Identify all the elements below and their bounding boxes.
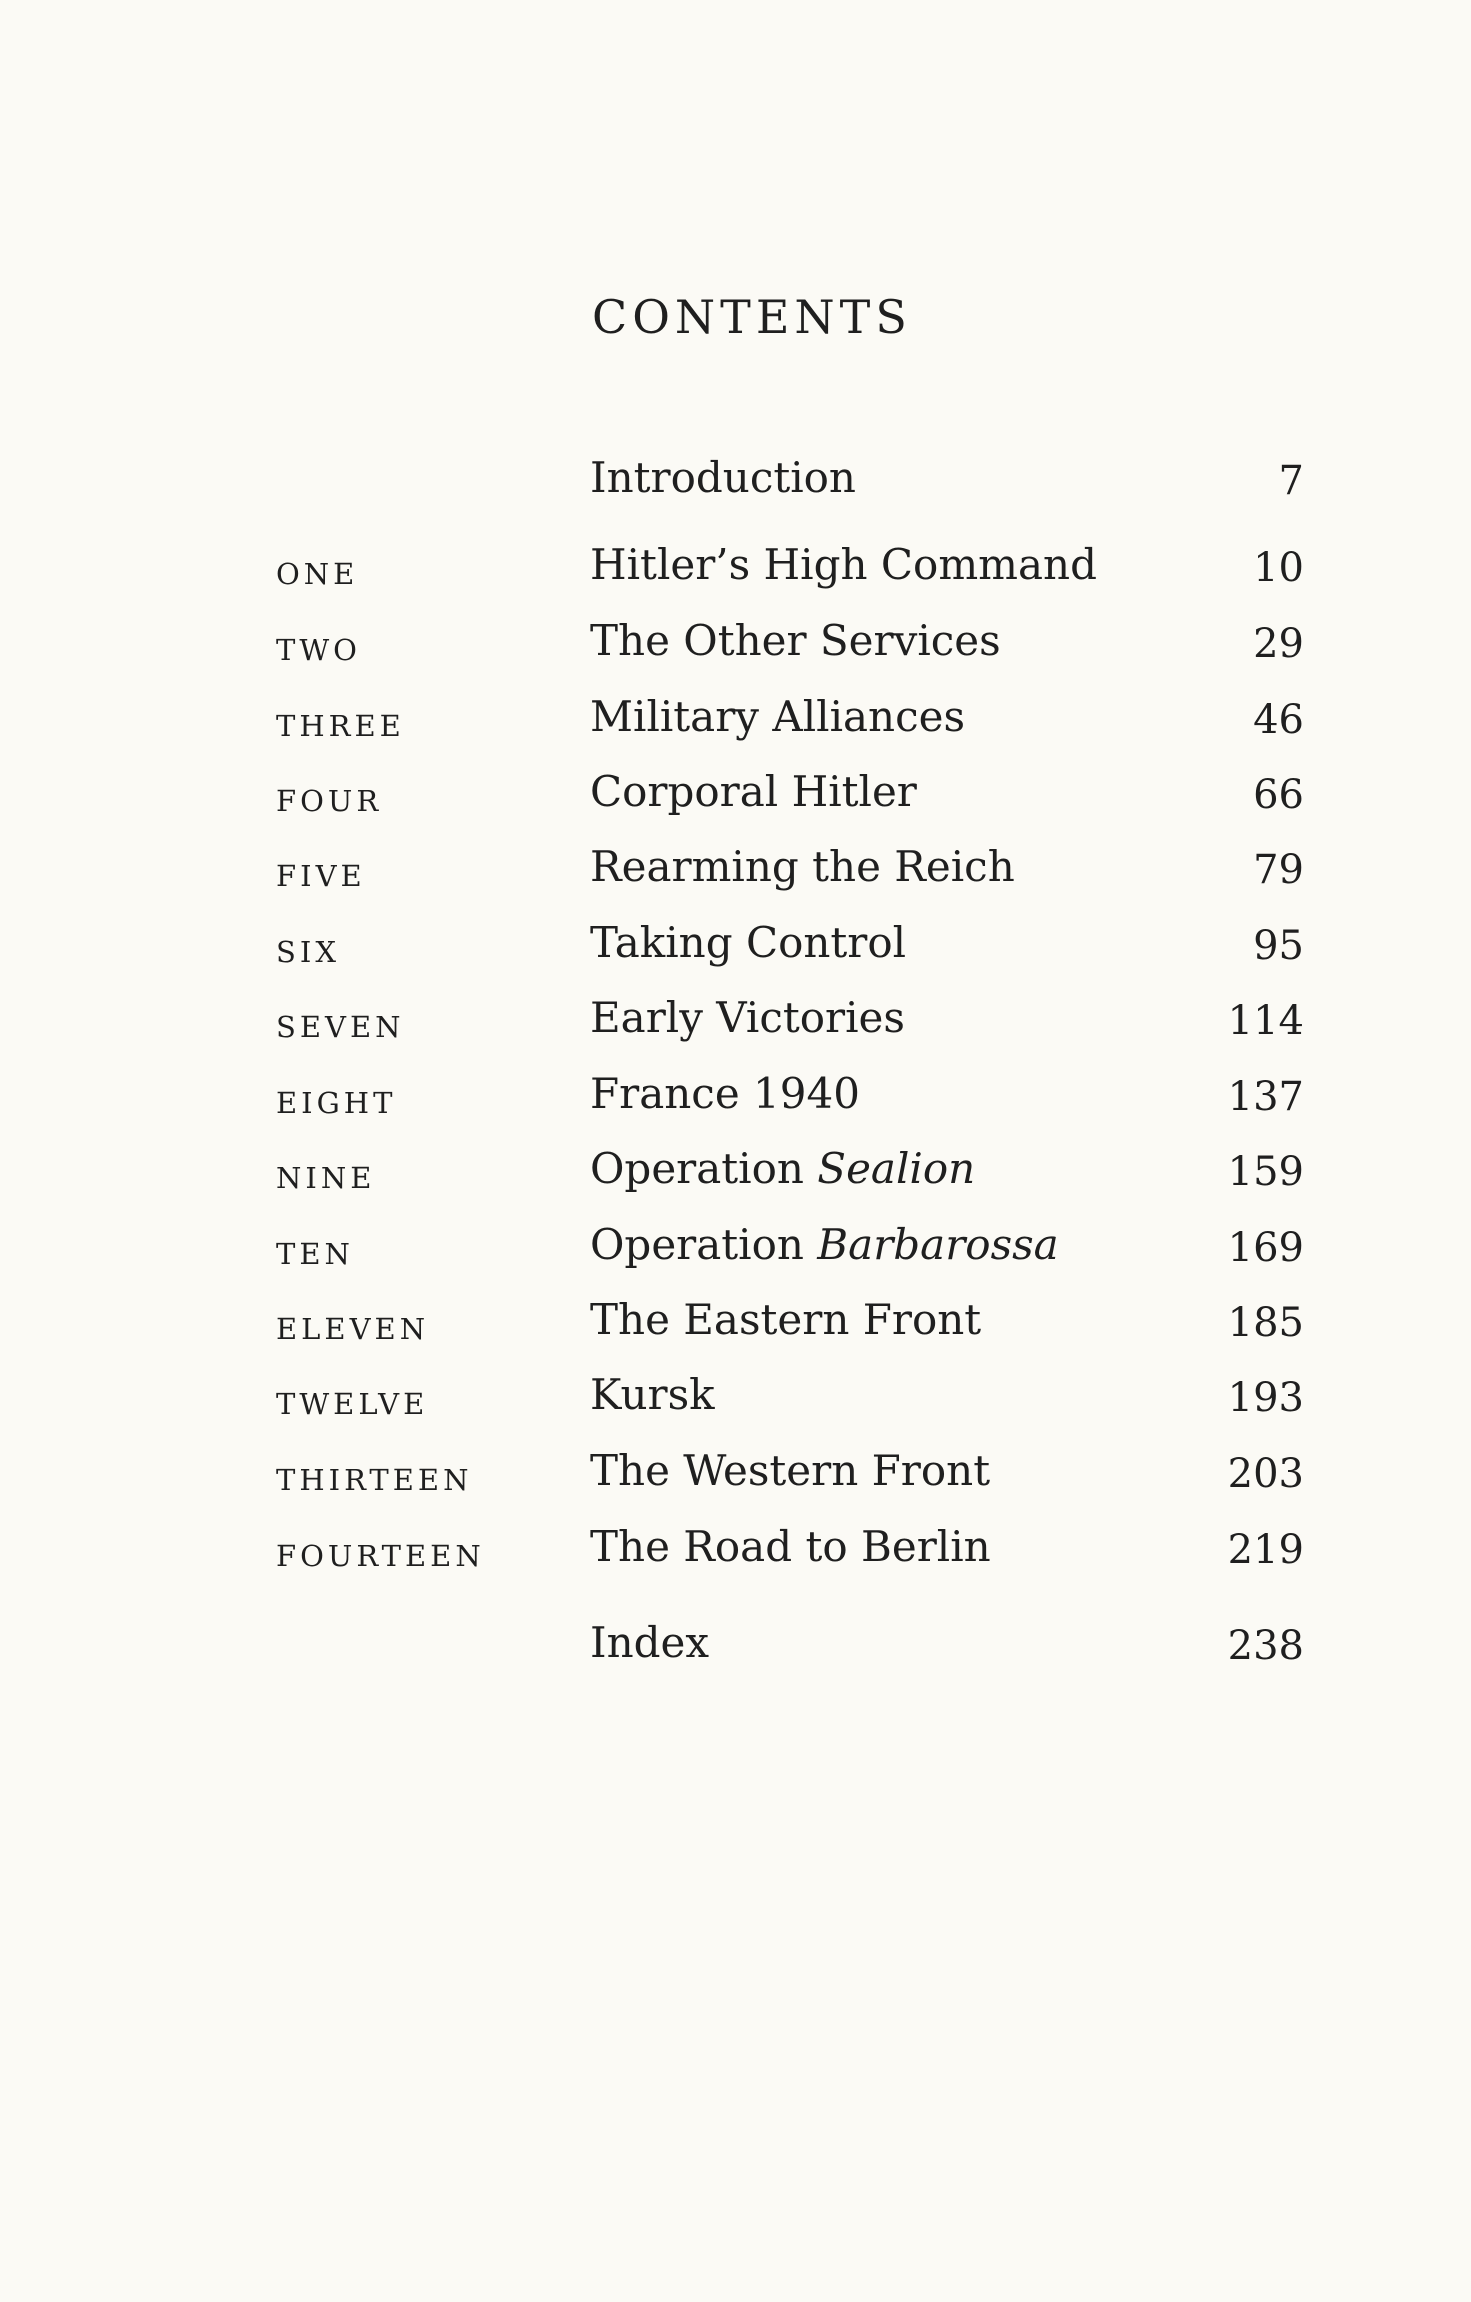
page-number: 185	[1227, 1300, 1304, 1346]
toc-entry	[0, 1069, 1471, 1133]
chapter-title: Index	[590, 1618, 710, 1667]
toc-entry	[0, 993, 1471, 1057]
toc-entry	[0, 692, 1471, 756]
page-number: 219	[1227, 1527, 1304, 1573]
toc-entry	[0, 1220, 1471, 1284]
page-number: 193	[1227, 1375, 1304, 1421]
toc-entry	[0, 1370, 1471, 1434]
chapter-number: EIGHT	[276, 1086, 397, 1120]
chapter-number: TWO	[276, 633, 361, 667]
chapter-number: FIVE	[276, 859, 366, 893]
page-number: 169	[1227, 1225, 1304, 1271]
toc-entry	[0, 540, 1471, 604]
page-number: 137	[1227, 1074, 1304, 1120]
chapter-title: The Western Front	[590, 1446, 991, 1495]
page-number: 238	[1227, 1623, 1304, 1669]
toc-entry	[0, 1446, 1471, 1510]
toc-entry	[0, 616, 1471, 680]
chapter-number: TWELVE	[276, 1387, 429, 1421]
page-number: 7	[1278, 458, 1304, 504]
chapter-number: ELEVEN	[276, 1312, 430, 1346]
chapter-title: Early Victories	[590, 993, 905, 1042]
chapter-title: Kursk	[590, 1370, 715, 1419]
page-number: 159	[1227, 1149, 1304, 1195]
chapter-number: SIX	[276, 935, 340, 969]
toc-entry	[0, 453, 1471, 517]
toc-entry	[0, 1295, 1471, 1359]
chapter-title: Rearming the Reich	[590, 842, 1015, 891]
chapter-number: FOURTEEN	[276, 1539, 485, 1573]
chapter-number: THIRTEEN	[276, 1463, 473, 1497]
chapter-title: The Eastern Front	[590, 1295, 982, 1344]
chapter-number: NINE	[276, 1161, 376, 1195]
page-number: 46	[1253, 697, 1304, 743]
chapter-title: Taking Control	[590, 918, 907, 967]
chapter-title: Introduction	[590, 453, 856, 502]
toc-entry	[0, 842, 1471, 906]
chapter-title: Military Alliances	[590, 692, 966, 741]
chapter-number: TEN	[276, 1237, 354, 1271]
toc-entry	[0, 1618, 1471, 1682]
page-number: 10	[1253, 545, 1304, 591]
chapter-number: THREE	[276, 709, 405, 743]
chapter-title: France 1940	[590, 1069, 860, 1118]
chapter-number: FOUR	[276, 784, 383, 818]
chapter-title: The Other Services	[590, 616, 1001, 665]
page-title: CONTENTS	[592, 290, 912, 344]
chapter-title: Hitler’s High Command	[590, 540, 1097, 589]
page-number: 79	[1253, 847, 1304, 893]
chapter-title: Corporal Hitler	[590, 767, 917, 816]
page-number: 203	[1227, 1451, 1304, 1497]
toc-entry	[0, 918, 1471, 982]
page-number: 29	[1253, 621, 1304, 667]
page-number: 66	[1253, 772, 1304, 818]
page-number: 95	[1253, 923, 1304, 969]
toc-entry	[0, 767, 1471, 831]
page-number: 114	[1227, 998, 1304, 1044]
chapter-title: Operation Barbarossa	[590, 1220, 1059, 1269]
chapter-number: ONE	[276, 557, 359, 591]
toc-entry	[0, 1144, 1471, 1208]
chapter-title: The Road to Berlin	[590, 1522, 991, 1571]
toc-entry	[0, 1522, 1471, 1586]
chapter-number: SEVEN	[276, 1010, 405, 1044]
chapter-title: Operation Sealion	[590, 1144, 976, 1193]
